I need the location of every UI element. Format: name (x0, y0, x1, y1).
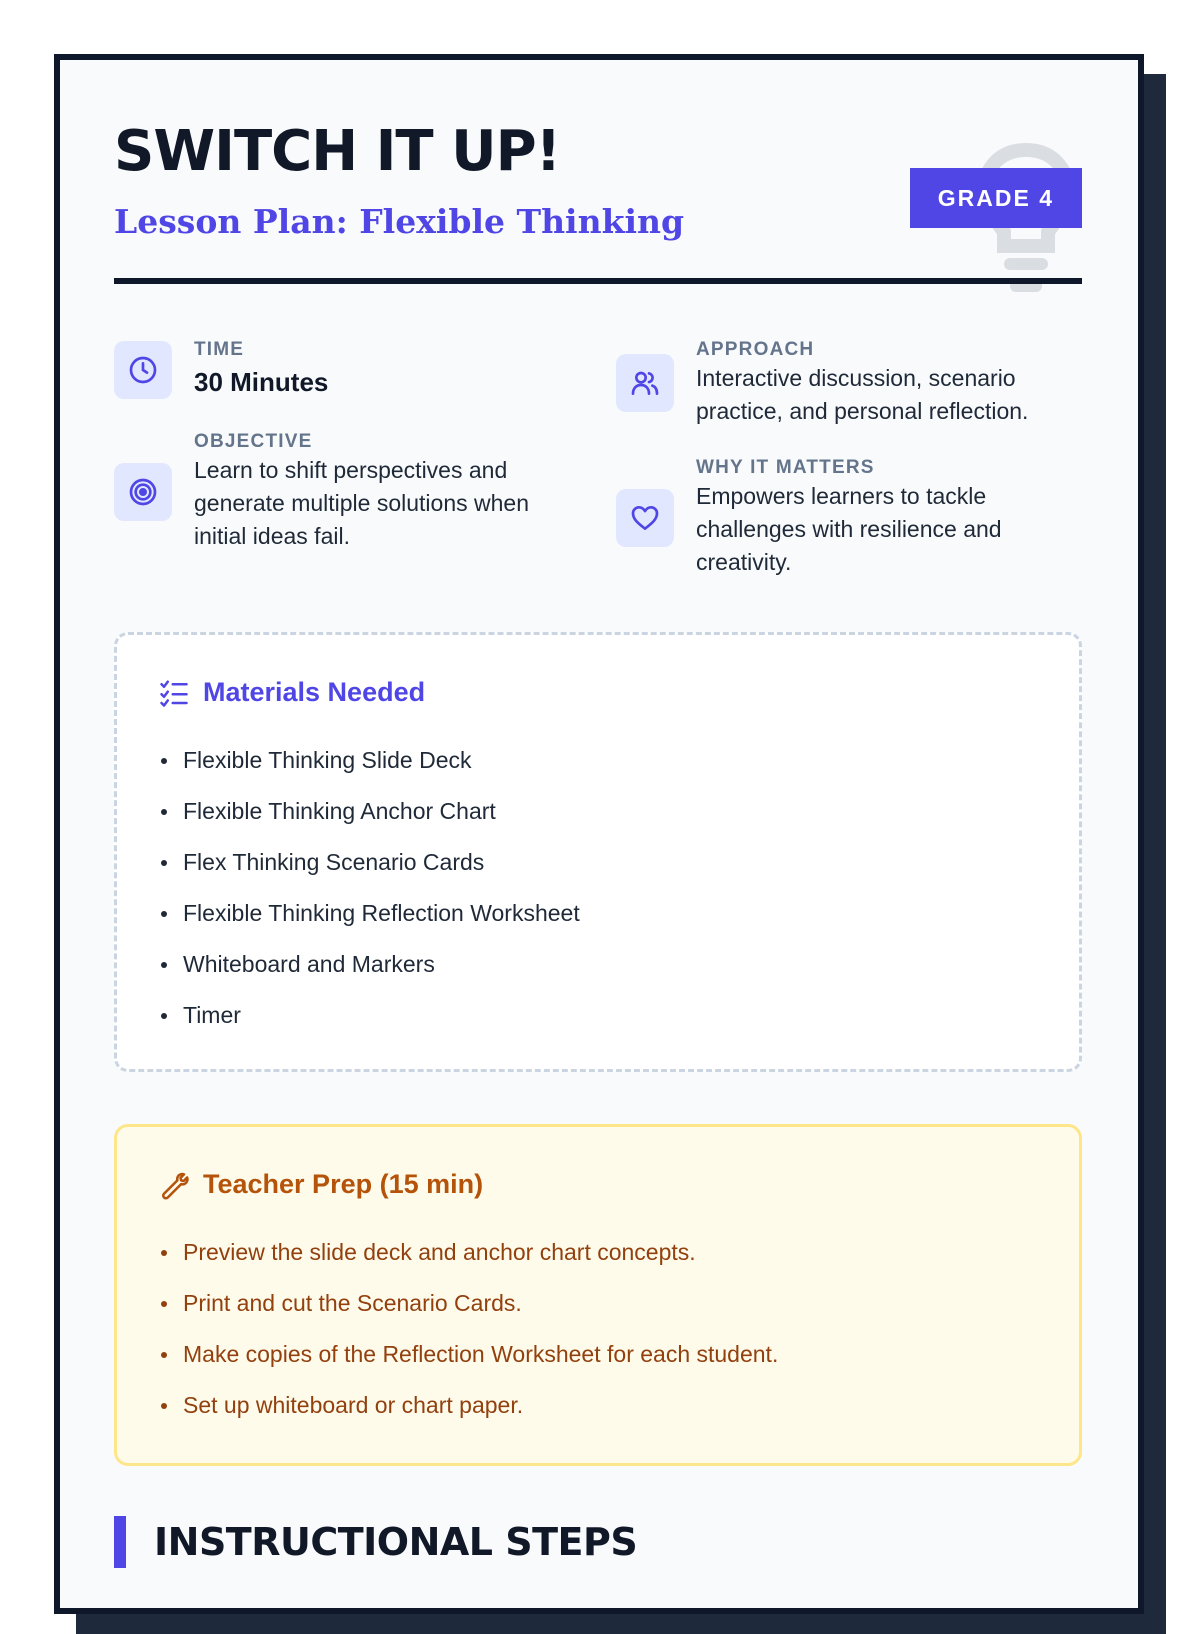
info-why-it-matters (616, 456, 1056, 579)
materials-heading (159, 677, 425, 708)
why-value: Empowers learners to tackle challenges with resilience and creativity. (696, 483, 1002, 575)
grade-badge: GRADE 4 (910, 168, 1082, 228)
teacher-prep-card (114, 1124, 1082, 1466)
materials-item: Flex Thinking Scenario Cards (159, 849, 580, 875)
time-label: TIME (194, 339, 245, 360)
approach-value: Interactive discussion, scenario practice, and personal reflection. (696, 365, 1029, 424)
prep-item: Print and cut the Scenario Cards. (159, 1290, 778, 1316)
page-subtitle: Lesson Plan: Flexible Thinking (114, 202, 685, 241)
time-value: 30 Minutes (194, 367, 329, 397)
objective-value: Learn to shift perspectives and generate multiple solutions when initial ideas fail. (194, 457, 529, 549)
why-label: WHY IT MATTERS (696, 457, 875, 478)
materials-card (114, 632, 1082, 1072)
wrench-icon (159, 1170, 189, 1200)
materials-heading-text: Materials Needed (203, 677, 426, 707)
clock-icon (114, 341, 172, 399)
instructional-steps-heading (114, 1516, 637, 1568)
materials-item: Timer (159, 1002, 580, 1028)
approach-label: APPROACH (696, 339, 815, 360)
info-approach (616, 338, 1056, 428)
prep-heading-text: Teacher Prep (15 min) (203, 1169, 484, 1199)
materials-item: Flexible Thinking Anchor Chart (159, 798, 580, 824)
header (114, 114, 1082, 286)
prep-heading (159, 1169, 483, 1200)
prep-item: Preview the slide deck and anchor chart concepts. (159, 1239, 778, 1265)
page-title: SWITCH IT UP! (114, 119, 561, 184)
materials-item: Flexible Thinking Slide Deck (159, 747, 580, 773)
materials-item: Flexible Thinking Reflection Worksheet (159, 900, 580, 926)
users-icon (616, 354, 674, 412)
target-icon (114, 463, 172, 521)
prep-item: Set up whiteboard or chart paper. (159, 1392, 778, 1418)
section-title: INSTRUCTIONAL STEPS (154, 1520, 638, 1564)
lesson-plan-page (54, 54, 1144, 1614)
prep-item: Make copies of the Reflection Worksheet for each student. (159, 1341, 778, 1367)
info-time (114, 338, 554, 402)
prep-list (159, 1239, 778, 1443)
header-divider (114, 278, 1082, 284)
heart-icon (616, 489, 674, 547)
checklist-icon (159, 678, 189, 708)
materials-list (159, 747, 580, 1053)
section-accent-bar (114, 1516, 126, 1568)
info-objective (114, 430, 584, 553)
objective-label: OBJECTIVE (194, 431, 313, 452)
materials-item: Whiteboard and Markers (159, 951, 580, 977)
